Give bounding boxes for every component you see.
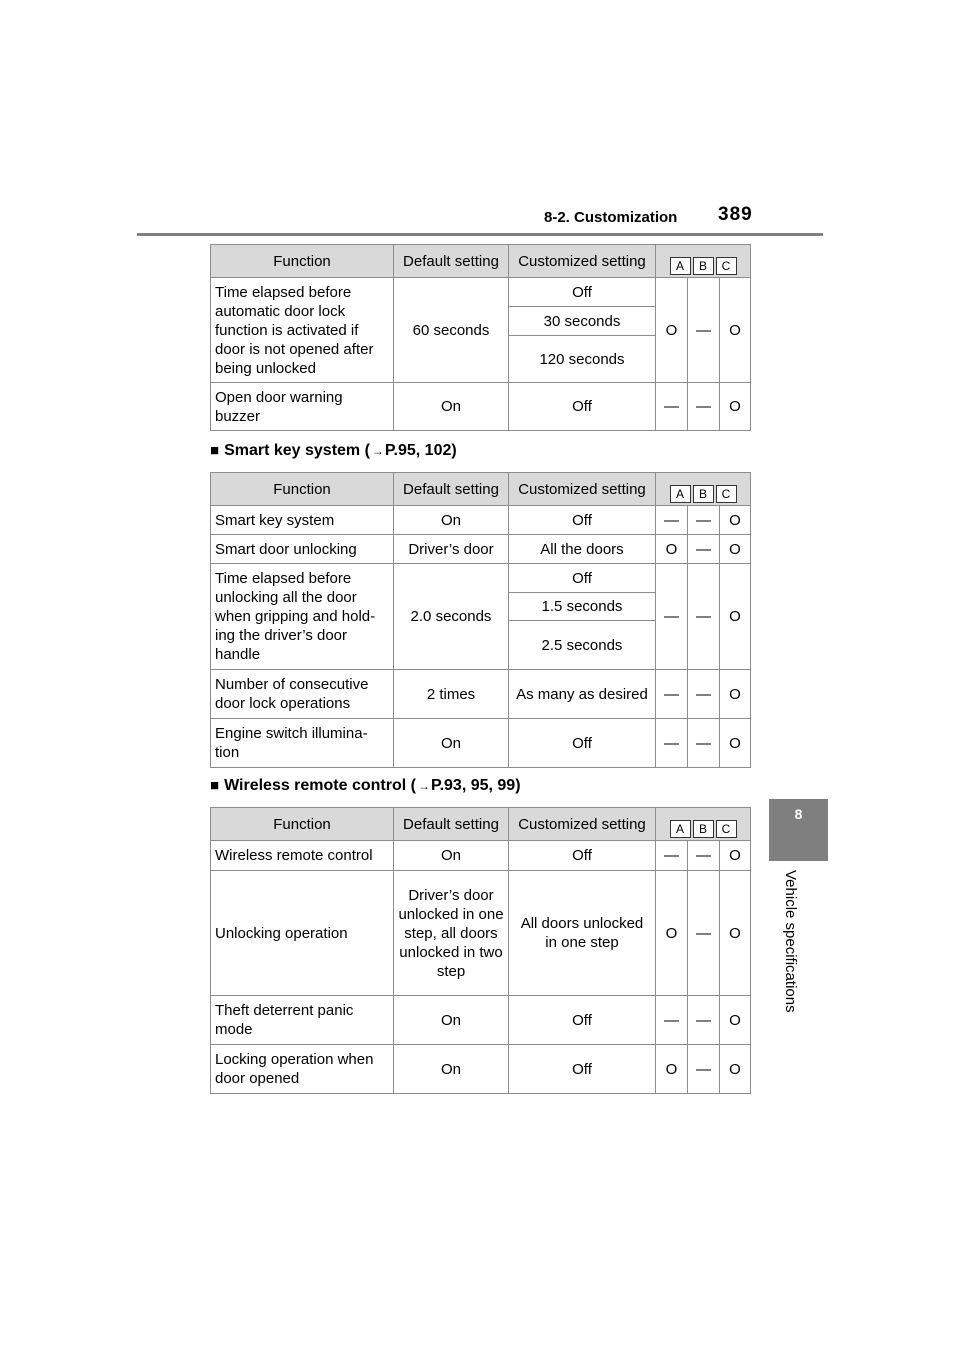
c-cell: O (720, 278, 751, 383)
function-cell: Unlocking operation (211, 871, 394, 996)
function-cell: Wireless remote control (211, 841, 394, 871)
badge-b: B (693, 257, 714, 275)
default-cell: On (394, 506, 509, 535)
page-reference-link[interactable]: P.95, 102) (384, 442, 457, 459)
door-lock-settings-table (210, 244, 751, 431)
badge-b: B (693, 485, 714, 503)
default-cell: 60 seconds (394, 278, 509, 383)
function-cell: Number of consecutive door lock operations (211, 670, 394, 719)
a-cell: — (656, 719, 688, 768)
customized-cell: Off (509, 996, 656, 1045)
header-customized: Customized setting (509, 245, 656, 278)
table-row (211, 506, 751, 535)
bullet-square-icon: ■ (210, 777, 220, 794)
badge-a: A (670, 257, 691, 275)
default-cell: Driver’s door unlocked in one step, all doors unlocked in two step (394, 871, 509, 996)
badge-c: C (716, 820, 737, 838)
function-cell: Smart key system (211, 506, 394, 535)
option-cell: 120 seconds (509, 336, 656, 383)
badge-c: C (716, 257, 737, 275)
c-cell: O (720, 506, 751, 535)
a-cell: O (656, 871, 688, 996)
b-cell: — (688, 996, 720, 1045)
a-cell: — (656, 670, 688, 719)
function-cell: Theft deterrent panic mode (211, 996, 394, 1045)
page-number: 389 (718, 204, 753, 225)
badge-b: B (693, 820, 714, 838)
function-cell: Open door warning buzzer (211, 383, 394, 431)
function-cell: Smart door unlocking (211, 535, 394, 564)
header-customized: Customized setting (509, 808, 656, 841)
b-cell: — (688, 871, 720, 996)
customized-cell: All doors unlocked in one step (509, 871, 656, 996)
header-function: Function (211, 245, 394, 278)
header-default: Default setting (394, 808, 509, 841)
table-header-row (211, 808, 751, 841)
c-cell: O (720, 871, 751, 996)
default-cell: 2.0 seconds (394, 564, 509, 670)
table-row (211, 278, 751, 307)
option-cell: Off (509, 278, 656, 307)
c-cell: O (720, 670, 751, 719)
header-customized: Customized setting (509, 473, 656, 506)
heading-text: Smart key system ( (224, 442, 370, 459)
customized-cell: Off (509, 383, 656, 431)
a-cell: — (656, 564, 688, 670)
wireless-remote-settings-table (210, 807, 751, 1094)
header-rule (137, 233, 823, 236)
badge-c: C (716, 485, 737, 503)
b-cell: — (688, 719, 720, 768)
a-cell: — (656, 383, 688, 431)
a-cell: O (656, 1045, 688, 1094)
default-cell: 2 times (394, 670, 509, 719)
c-cell: O (720, 1045, 751, 1094)
option-cell: 1.5 seconds (509, 593, 656, 621)
customized-cell: Off (509, 841, 656, 871)
option-cell: 2.5 seconds (509, 621, 656, 670)
b-cell: — (688, 841, 720, 871)
table-header-row (211, 473, 751, 506)
option-cell: 30 seconds (509, 307, 656, 336)
b-cell: — (688, 1045, 720, 1094)
a-cell: — (656, 996, 688, 1045)
c-cell: O (720, 564, 751, 670)
header-abc (656, 245, 751, 278)
header-abc (656, 808, 751, 841)
function-cell: Engine switch illumina-tion (211, 719, 394, 768)
table-header-row (211, 245, 751, 278)
customized-cell: All the doors (509, 535, 656, 564)
chapter-label: Vehicle specifications (782, 870, 799, 1013)
b-cell: — (688, 670, 720, 719)
table-row (211, 535, 751, 564)
default-cell: On (394, 1045, 509, 1094)
smart-key-settings-table (210, 472, 751, 768)
b-cell: — (688, 383, 720, 431)
b-cell: — (688, 278, 720, 383)
header-function: Function (211, 808, 394, 841)
b-cell: — (688, 535, 720, 564)
function-cell: Time elapsed before unlocking all the door when gripping and hold-ing the driver’s door handle (211, 564, 394, 670)
table-row (211, 841, 751, 871)
c-cell: O (720, 383, 751, 431)
c-cell: O (720, 719, 751, 768)
a-cell: O (656, 278, 688, 383)
table-row (211, 996, 751, 1045)
badge-a: A (670, 485, 691, 503)
option-cell: Off (509, 564, 656, 593)
default-cell: On (394, 719, 509, 768)
default-cell: On (394, 383, 509, 431)
table-row (211, 383, 751, 431)
arrow-icon: → (417, 779, 430, 793)
header-default: Default setting (394, 473, 509, 506)
c-cell: O (720, 841, 751, 871)
section-title: 8-2. Customization (544, 209, 678, 226)
page-reference-link[interactable]: P.93, 95, 99) (430, 777, 521, 794)
smart-key-heading (210, 442, 457, 460)
table-row (211, 1045, 751, 1094)
function-cell: Time elapsed before automatic door lock function is activated if door is not opened after being unlocked (211, 278, 394, 383)
arrow-icon: → (371, 444, 384, 458)
heading-text: Wireless remote control ( (224, 777, 416, 794)
b-cell: — (688, 506, 720, 535)
a-cell: — (656, 506, 688, 535)
a-cell: O (656, 535, 688, 564)
default-cell: Driver’s door (394, 535, 509, 564)
table-row (211, 564, 751, 593)
function-cell: Locking operation when door opened (211, 1045, 394, 1094)
customized-cell: Off (509, 719, 656, 768)
b-cell: — (688, 564, 720, 670)
table-row (211, 871, 751, 996)
c-cell: O (720, 535, 751, 564)
chapter-tab[interactable] (769, 799, 828, 861)
a-cell: — (656, 841, 688, 871)
bullet-square-icon: ■ (210, 442, 220, 459)
header-function: Function (211, 473, 394, 506)
customized-cell: As many as desired (509, 670, 656, 719)
wireless-remote-heading (210, 777, 521, 795)
c-cell: O (720, 996, 751, 1045)
header-abc (656, 473, 751, 506)
table-row (211, 719, 751, 768)
chapter-number: 8 (794, 806, 803, 822)
customized-cell: Off (509, 1045, 656, 1094)
customized-cell: Off (509, 506, 656, 535)
table-row (211, 670, 751, 719)
header-default: Default setting (394, 245, 509, 278)
badge-a: A (670, 820, 691, 838)
default-cell: On (394, 841, 509, 871)
default-cell: On (394, 996, 509, 1045)
